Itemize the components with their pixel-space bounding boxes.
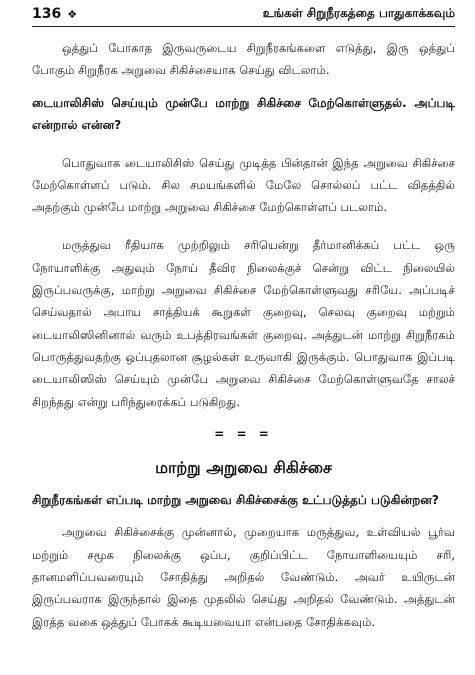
page-number: 136 (32, 6, 62, 22)
paragraph-3: மருத்துவ ரீதியாக முற்றிலும் சரியென்று தீர்மானிக்கப் பட்ட ஒரு நோயாளிக்கு அதுவும் நோய் தீவிர நிலைக்குச் சென்று விட்ட நிலையில் இருப்பவருக்கு, மாற்று அறுவை சிகிச்சை மேற்கொள்ளுவது சரியே. அப்படிச் செய்வதால் அபாய சாத்தியக் கூறுகள் குறைவு, செலவு குறைவு மற்றும் டையாலிஸினினால் வரும் உபத்திரவங்கள் குறைவு. அத்துடன் மாற்று சிறுநீரகம் பொருத்துவதற்கு ஒப்புதலான சூழல்கள் உருவாகி இருக்கும். பொதுவாக இப்படி டையாலிஸிஸ் செய்யும் முன்பே அறுவை சிகிச்சை மேற்கொள்ளுவதே சாலச் சிறந்தது என்று பரிந்துரைக்கப் படுகிறது. (32, 238, 455, 409)
question-heading-2: சிறுநீரகங்கள் எப்படி மாற்று அறுவை சிகிச்சைக்கு உட்படுத்தப் படுகின்றன? (32, 493, 439, 508)
page-header (32, 0, 455, 27)
paragraph-2: பொதுவாக டையாலிசிஸ் செய்து முடித்த பின்தான் இந்த அறுவை சிகிச்சை மேற்கொள்ளப் படும். சில சமயங்களில் மேலே சொல்லப் பட்ட விதத்தில் அதற்கும் முன்பே மாற்று அறுவை சிகிச்சை மேற்கொள்ளப் படலாம். (32, 155, 455, 215)
section-separator: = = = (214, 426, 273, 441)
header-left (32, 6, 77, 22)
running-title: உங்கள் சிறுநீரகத்தை பாதுகாக்கவும் (262, 6, 455, 20)
paragraph-4: அறுவை சிகிச்சைக்கு முன்னால், முறையாக மருத்துவ, உள்வியல் பூர்வ மற்றும் சமூக நிலைக்கு ஒப்ப, குறிப்பிட்ட நோயாளியையும் சரி, தானமளிப்பவரையும் சோதித்து அறிதல் வேண்டும். அவர் உயிருடன் இருப்பவராக இருந்தால் இதை முதலில் செய்து அறிதல் வேண்டும். அத்துடன் இரத்த வகை ஒத்துப் போகக் கூடியவையா என்பதை சோதிக்கவும். (32, 525, 455, 629)
page-content (32, 27, 455, 633)
section-title: மாற்று அறுவை சிகிச்சை (155, 458, 332, 478)
question-heading-1: டையாலிசிஸ் செய்யும் முன்பே மாற்று சிகிச்சை மேற்கொள்ளுதல். அப்படி என்றால் என்ன? (32, 95, 455, 132)
paragraph-1: ஒத்துப் போகாத இருவருடைய சிறுநீரகங்களை எடுத்து, இரு ஒத்துப் போகும் சிறுநீரக அறுவை சிகிச்சையாக செய்து விடலாம். (32, 41, 455, 78)
ornament-icon: ❖ (67, 7, 78, 21)
